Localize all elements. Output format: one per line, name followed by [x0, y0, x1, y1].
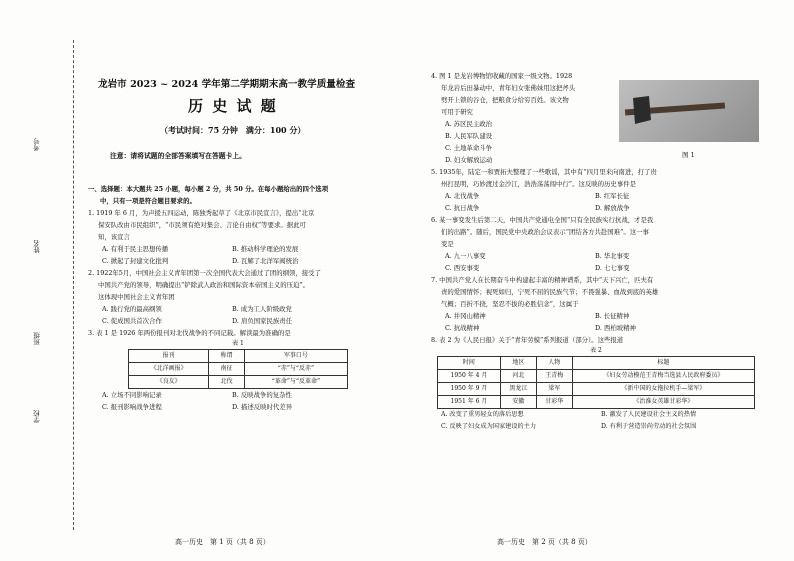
table-2: 时间 地区 人物 标题 1950 年 4 月 河北 王青梅 《妇女劳动模范王青梅当选县人民政府委员》 1950 年 9 月 黑龙江 梁军 《新中国的女拖拉机手—梁军》 1951 年 6 月 安徽 甘彩华 《治淮女英雄甘彩华》	[437, 356, 755, 409]
table-1: 报刊 称谓 军事口号 《北洋画报》 南征 “赤”与“反赤” 《良友》 北伐 “革命”与“反革命”	[128, 349, 348, 389]
question-7: 7. 中国共产党人在长期奋斗中构建起丰富的精神谱系，其中“天下兴亡，匹夫有 责的爱国情怀；视死如归，宁死不屈的民族气节；不畏强暴、血战到底的英雄 气概；百折不挠，坚忍不拔的必胜信念”，这属于 A. 井冈山精神 B. 长征精神 C. 抗战精神 D. 西柏坡精神	[431, 276, 659, 332]
table-row: 《良友》 北伐 “革命”与“反革命”	[129, 376, 348, 389]
option-c: C. 掀起了封建文化批判	[102, 257, 169, 265]
option-c: C. 报刊影响战争进程	[102, 403, 162, 411]
option-b: B. 推动科学理论的发展	[232, 245, 299, 253]
option-b: B. 激发了人民建设社会主义的热情	[601, 411, 697, 418]
binding-line	[73, 40, 74, 530]
question-6: 6. 某一事变发生后第二天，中国共产党通电全国“只有全民族实行抗战，才是我 们的出路”。随后，国民党中央政治会议表示“团结各方共赴国难”。这一事 变是 A. 九一八事变 B. 华北事变 C. 西安事变 D. 七七事变	[431, 216, 654, 272]
table-row: 1951 年 6 月 安徽 甘彩华 《治淮女英雄甘彩华》	[438, 396, 755, 409]
option-d: D. 解放战争	[595, 204, 630, 212]
option-c: C. 促成国共首次合作	[102, 317, 162, 325]
option-d: D. 七七事变	[595, 264, 630, 272]
option-b: B. 人民军队建设	[445, 132, 493, 140]
side-label-kaohao: 考号	[33, 138, 41, 151]
option-d: D. 瓦解了北洋军阀统治	[232, 257, 299, 265]
option-a: A. 九一八事变	[445, 252, 486, 260]
exam-note: 注意：请将试题的全部答案填写在答题卡上。	[110, 152, 246, 160]
question-1: 1. 1919 年 6 月，为声援五四运动，陈独秀起草了《北京市民宣言》，提出“北京 保安队改由市民组织”，“市民须有绝对集会、言论自由权”等要求。据此可 知，该宣言 A. 有利于民主思想传播 B. 推动科学理论的发展 C. 掀起了封建文化批判 D. 瓦解了北洋军阀统治	[88, 209, 315, 265]
page-footer-2: 高一历史 第 2 页（共 8 页）	[497, 538, 592, 546]
side-label-banji: 班级	[33, 332, 41, 345]
exam-header-title: 龙岩市 2023 ~ 2024 学年第二学期期末高一教学质量检查	[98, 79, 356, 90]
binding-margin	[14, 60, 74, 530]
section-heading-cont: 中，只有一项是符合题目要求的。	[100, 197, 196, 205]
axe-photo	[619, 80, 759, 142]
table-row: 1950 年 9 月 黑龙江 梁军 《新中国的女拖拉机手—梁军》	[438, 383, 755, 396]
exam-subject: 历 史 试 题	[188, 97, 278, 115]
section-heading: 一、选择题：本大题共 25 小题，每小题 2 分，共 50 分。在每小题给出的四个选项	[88, 185, 329, 193]
option-a: A. 有利于民主思想传播	[102, 245, 169, 253]
option-d: D. 描述反映时代差异	[232, 403, 293, 411]
option-a: A. 立场不同影响记录	[102, 391, 162, 399]
side-label-xingming: 姓名	[33, 240, 41, 253]
exam-page-2	[397, 0, 794, 561]
option-c: C. 西安事变	[445, 264, 480, 272]
option-a: A. 苏区民主政治	[445, 120, 493, 128]
option-b: B. 红军长征	[595, 192, 630, 200]
table-row: 《北洋画报》 南征 “赤”与“反赤”	[129, 363, 348, 376]
question-8: 8. 表 2 为《人民日报》关于“青年劳模”系列报道（部分）。这些报道 表 2 时间 地区 人物 标题 1950 年 4 月 河北 王青梅 《妇女劳动模范王青梅当选县人民政府委员》 1950 年 9 月 黑龙江 梁军 《新中国的女拖拉机手—梁军》 1951 年 6 月 安徽 甘彩华 《治淮女英雄甘彩华》 A. 改变了重男轻女的落后思想 B. 激发了人民建设社会主义的热情 C. 反映了妇女成为国家建设的主力 D. 有利于营造崇尚劳动的社会氛围	[431, 334, 761, 432]
option-d: D. 妇女解放运动	[445, 156, 493, 164]
option-c: C. 抗战精神	[445, 324, 480, 332]
option-c: C. 土地革命斗争	[445, 144, 493, 152]
side-label-xuexiao: 学校	[33, 410, 41, 423]
option-b: B. 成为工人阶级政党	[232, 305, 292, 313]
figure-1-caption: 图 1	[682, 151, 695, 159]
option-a: A. 改变了重男轻女的落后思想	[441, 411, 524, 418]
option-a: A. 井冈山精神	[445, 312, 486, 320]
option-a: A. 北伐战争	[445, 192, 480, 200]
question-5: 5. 1935年，陆定一和贾拓夫整理了一些歌谣，其中有“四月里来向南进，打了贵 州打昆明，巧妙渡过金沙江，浩浩荡荡闯中行”。这反映的历史事件是 A. 北伐战争 B. 红军长征 C. 抗日战争 D. 解放战争	[431, 168, 657, 212]
axe-icon	[619, 80, 759, 142]
option-d: D. 有利于营造崇尚劳动的社会氛围	[601, 422, 697, 430]
question-list-1	[88, 183, 388, 413]
option-b: B. 长征精神	[595, 312, 630, 320]
option-a: A. 践行党的最高纲领	[102, 305, 162, 313]
option-b: B. 反映战争的复杂性	[232, 391, 292, 399]
question-2: 2. 1922年5月，中国社会主义青年团第一次全国代表大会通过了团的纲领，接受了 中国共产党的领导，明确提出“铲除武人政治和国际资本帝国主义的压迫”。 这体现中国社会主义青年团 A. 践行党的最高纲领 B. 成为工人阶级政党 C. 促成国共首次合作 D. 肩负国家民族责任	[88, 269, 321, 325]
exam-time-score: （考试时间：75 分钟 满分：100 分）	[160, 125, 306, 135]
table-1-title: 表 1	[232, 340, 244, 347]
page-footer-1: 高一历史 第 1 页（共 8 页）	[175, 538, 270, 546]
option-b: B. 华北事变	[595, 252, 630, 260]
table-row: 1950 年 4 月 河北 王青梅 《妇女劳动模范王青梅当选县人民政府委员》	[438, 370, 755, 383]
option-d: D. 西柏坡精神	[595, 324, 636, 332]
option-c: C. 抗日战争	[445, 204, 480, 212]
question-4: 4. 图 1 是龙岩博物馆收藏的国家一级文物。1928 年龙岩后田暴动中，青年妇女张佛妹用这把斧头 劈开上锁的谷仓，把粮食分给穷百姓。该文物 可用于研究 A. 苏区民主政治 B. 人民军队建设 C. 土地革命斗争 D. 妇女解放运动	[431, 70, 761, 166]
option-d: D. 肩负国家民族责任	[232, 317, 293, 325]
question-3: 3. 表 1 是 1926 年两份报刊对北伐战争的不同记载。解读最为准确的是 表 1 报刊 称谓 军事口号 《北洋画报》 南征 “赤”与“反赤” 《良友》 北伐 “革命”与“反革命” A. 立场不同影响记录 B. 反映战争的复杂性 C. 报刊影响战争进程 D. 描述反映时代差异	[88, 327, 388, 413]
option-c: C. 反映了妇女成为国家建设的主力	[441, 422, 537, 430]
table-2-title: 表 2	[590, 347, 602, 354]
